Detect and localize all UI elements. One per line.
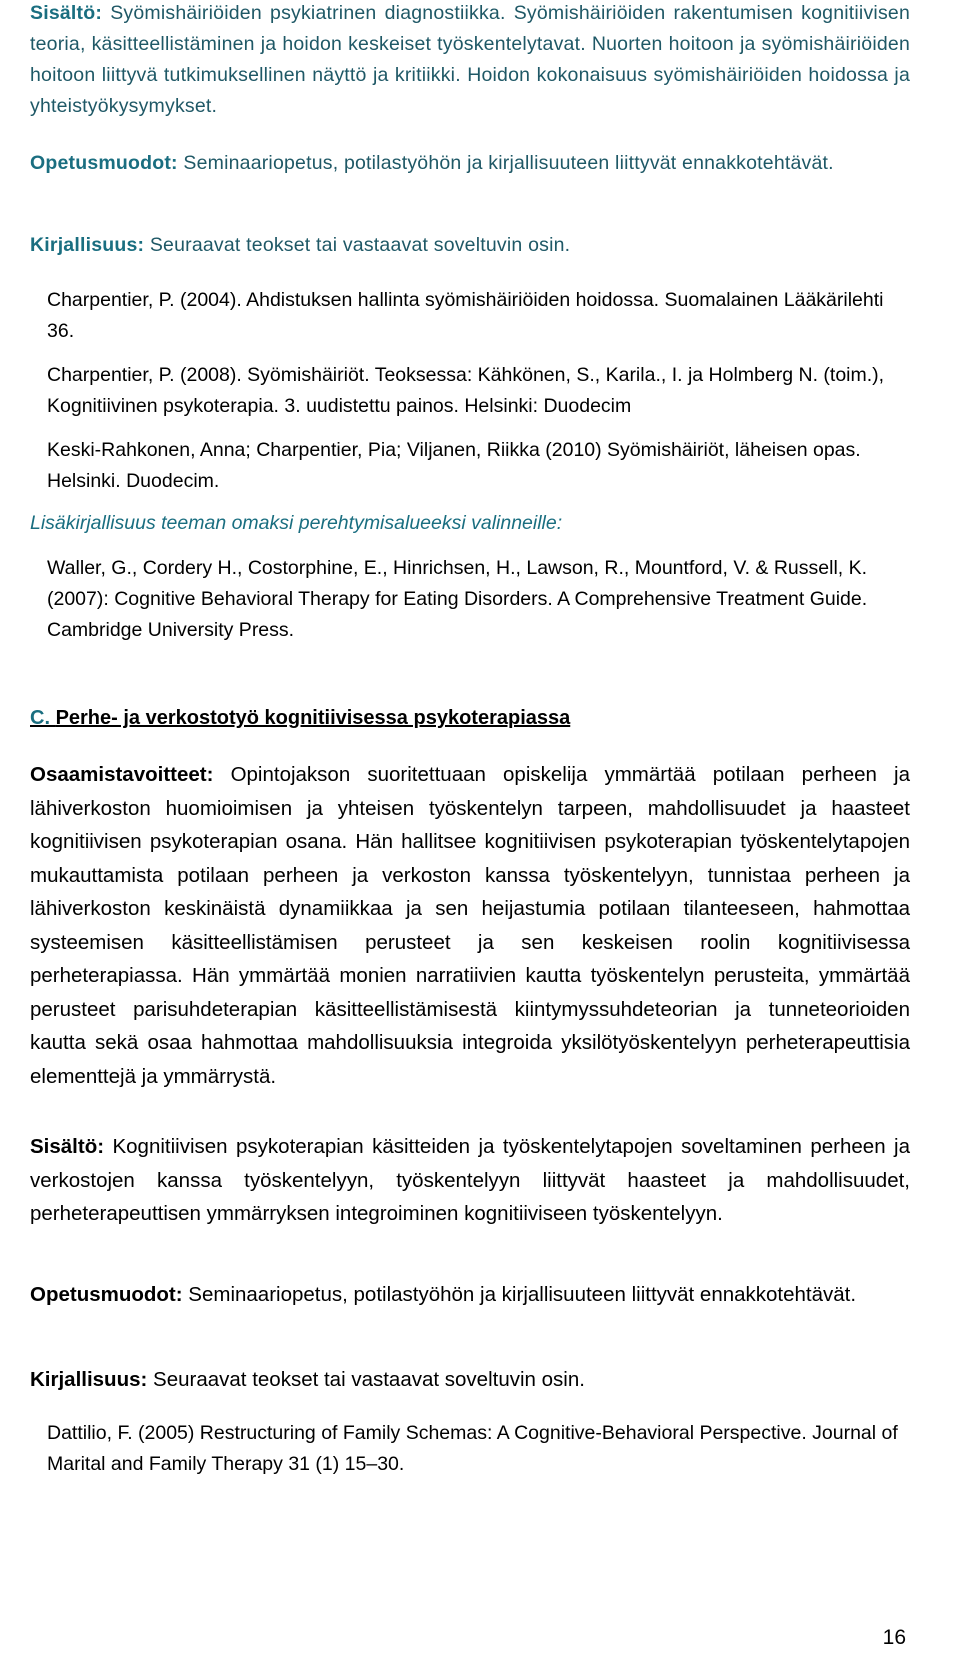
methods-c-label: Opetusmuodot:	[30, 1283, 183, 1306]
content-label: Sisältö:	[30, 2, 103, 24]
content-text: Syömishäiriöiden psykiatrinen diagnostiikka. Syömishäiriöiden rakentumisen kognitiivisen teoria, käsitteellistäminen ja hoidon keskeiset työskentelytavat. Nuorten hoitoon ja syömishäiriöiden hoitoon liittyvä tutkimuksellinen näyttö ja kritiikki. Hoidon kokonaisuus syömishäiriöiden hoidossa ja yhteistyökysymykset.	[30, 2, 910, 117]
methods-paragraph	[30, 148, 910, 179]
section-heading	[30, 703, 910, 734]
section-heading-prefix: C.	[30, 707, 50, 729]
methods-c-paragraph	[30, 1278, 910, 1312]
literature-paragraph	[30, 230, 910, 261]
goals-text: Opintojakson suoritettuaan opiskelija ymmärtää potilaan perheen ja lähiverkoston huomioimisen ja yhteisen työskentelyn tarpeen, mahdollisuudet ja haasteet kognitiivisen psykoterapian osana. Hän hallitsee kognitiivisen psykoterapian työskentelytapojen mukauttamista potilaan perheen ja verkoston kanssa työskentelyyn, tunnistaa perheen ja lähiverkoston keskinäistä dynamiikkaa ja sen heijastumia potilaan tilanteeseen, hahmottaa systeemisen käsitteellistämisen perusteet ja sen keskeisen roolin kognitiivisessa perheterapiassa. Hän ymmärtää monien narratiivien kautta työskentelyn perusteita, ymmärtää perusteet parisuhdeterapian käsitteellistämisestä kiintymyssuhdeteorian ja tunneteorioiden kautta sekä osaa hahmottaa mahdollisuuksia integroida yksilötyöskentelyyn perheterapeuttisia elementtejä ja ymmärrystä.	[30, 763, 910, 1088]
page-number: 16	[882, 1626, 906, 1649]
extra-reference: Waller, G., Cordery H., Costorphine, E., Hinrichsen, H., Lawson, R., Mountford, V. & Russell, K. (2007): Cognitive Behavioral Therapy for Eating Disorders. A Comprehensive Treatment Guide. Cambridge University Press.	[47, 557, 868, 641]
content-c-label: Sisältö:	[30, 1135, 105, 1158]
methods-c-text: Seminaariopetus, potilastyöhön ja kirjallisuuteen liittyvät ennakkotehtävät.	[188, 1283, 857, 1306]
methods-label: Opetusmuodot:	[30, 152, 178, 174]
reference-item: Keski-Rahkonen, Anna; Charpentier, Pia; Viljanen, Riikka (2010) Syömishäiriöt, läheisen opas. Helsinki. Duodecim.	[47, 439, 861, 492]
extra-literature-label: Lisäkirjallisuus teeman omaksi perehtymisalueeksi valinneille:	[30, 512, 563, 534]
literature-text: Seuraavat teokset tai vastaavat soveltuvin osin.	[149, 234, 571, 256]
methods-text: Seminaariopetus, potilastyöhön ja kirjallisuuteen liittyvät ennakkotehtävät.	[183, 152, 834, 174]
content-paragraph	[30, 0, 910, 122]
literature-c-label: Kirjallisuus:	[30, 1368, 148, 1391]
content-c-text: Kognitiivisen psykoterapian käsitteiden ja työskentelytapojen soveltaminen perheen ja verkostojen kanssa työskentelyyn, työskentelyyn liittyvät haasteet ja mahdollisuudet, perheterapeuttisen ymmärryksen integroiminen kognitiiviseen työskentelyyn.	[30, 1135, 910, 1225]
goals-paragraph	[30, 758, 910, 1093]
literature-c-paragraph	[30, 1363, 910, 1397]
content-c-paragraph	[30, 1130, 910, 1231]
reference-item: Charpentier, P. (2004). Ahdistuksen hallinta syömishäiriöiden hoidossa. Suomalainen Lääkärilehti 36.	[47, 289, 884, 342]
section-heading-text: Perhe- ja verkostotyö kognitiivisessa psykoterapiassa	[55, 707, 571, 729]
literature-c-text: Seuraavat teokset tai vastaavat soveltuvin osin.	[153, 1368, 585, 1391]
reference-c-item: Dattilio, F. (2005) Restructuring of Family Schemas: A Cognitive-Behavioral Perspective. Journal of Marital and Family Therapy 31 (1) 15–30.	[47, 1422, 898, 1475]
goals-label: Osaamistavoitteet:	[30, 763, 214, 786]
reference-item: Charpentier, P. (2008). Syömishäiriöt. Teoksessa: Kähkönen, S., Karila., I. ja Holmberg N. (toim.), Kognitiivinen psykoterapia. 3. uudistettu painos. Helsinki: Duodecim	[47, 364, 885, 417]
literature-label: Kirjallisuus:	[30, 234, 145, 256]
